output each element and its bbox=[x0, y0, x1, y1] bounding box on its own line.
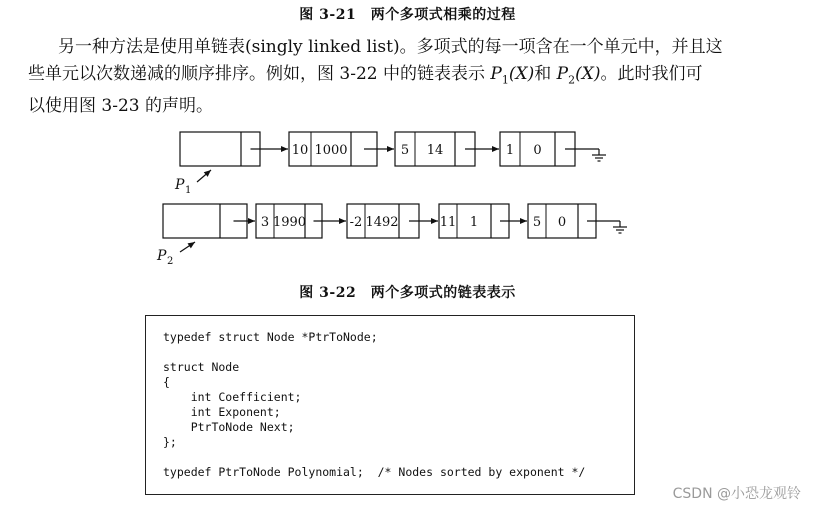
list-label-subscript: 1 bbox=[185, 185, 192, 196]
p1-symbol: P bbox=[490, 64, 502, 84]
code-line: struct Node bbox=[163, 360, 240, 374]
node-exponent: 0 bbox=[533, 143, 542, 158]
figure-caption-3-21: 图 3-21 两个多项式相乘的过程 bbox=[299, 7, 516, 23]
node-coefficient: 11 bbox=[439, 215, 457, 230]
node-coefficient: 5 bbox=[400, 143, 410, 158]
list-label: P bbox=[157, 248, 167, 264]
code-line: typedef struct Node *PtrToNode; bbox=[163, 330, 378, 344]
code-line: }; bbox=[163, 435, 177, 449]
header-node bbox=[180, 132, 260, 166]
paragraph-line-2-post: 。此时我们可 bbox=[600, 64, 703, 84]
node-coefficient: 5 bbox=[532, 215, 542, 230]
node-exponent: 1492 bbox=[365, 215, 399, 230]
code-line: int Exponent; bbox=[163, 405, 281, 419]
linked-list-diagram bbox=[0, 120, 815, 280]
paragraph-line-2-pre: 些单元以次数递减的顺序排序。例如，图 3-22 中的链表表示 bbox=[28, 64, 491, 84]
node-exponent: 0 bbox=[557, 215, 567, 230]
code-line: typedef PtrToNode Polynomial; /* Nodes sorted by exponent */ bbox=[163, 465, 586, 479]
node-coefficient: 1 bbox=[505, 143, 515, 158]
p2-argument: (X) bbox=[575, 64, 601, 84]
list-label-subscript: 2 bbox=[167, 256, 174, 267]
list-p1 bbox=[174, 132, 606, 196]
figure-caption-3-22: 图 3-22 两个多项式的链表表示 bbox=[299, 285, 516, 301]
paragraph-line-2-mid: 和 bbox=[534, 64, 557, 84]
node-exponent: 14 bbox=[426, 143, 444, 158]
paragraph-line-1: 另一种方法是使用单链表(singly linked list)。多项式的每一项含在一个单元中，并且这 bbox=[58, 37, 723, 57]
node-exponent: 1990 bbox=[272, 215, 307, 230]
p1-argument: (X) bbox=[508, 64, 535, 84]
p1-subscript: 1 bbox=[501, 73, 509, 87]
code-line: { bbox=[163, 375, 170, 389]
code-line: int Coefficient; bbox=[163, 390, 302, 404]
code-line: PtrToNode Next; bbox=[163, 420, 295, 434]
csdn-watermark: CSDN @小恐龙观铃 bbox=[672, 486, 801, 502]
node-coefficient: 3 bbox=[260, 215, 270, 230]
code-declaration-box bbox=[145, 315, 635, 495]
p2-symbol: P bbox=[556, 64, 569, 84]
node-coefficient: 10 bbox=[291, 143, 309, 158]
p2-subscript: 2 bbox=[568, 73, 576, 87]
paragraph-line-2 bbox=[28, 61, 798, 93]
code-line bbox=[163, 450, 634, 465]
node-exponent: 1 bbox=[469, 215, 479, 230]
body-paragraph bbox=[28, 34, 798, 120]
paragraph-line-3: 以使用图 3-23 的声明。 bbox=[28, 96, 213, 117]
node-exponent: 1000 bbox=[314, 143, 348, 158]
node-coefficient: -2 bbox=[349, 215, 363, 230]
label-pointer-arrow bbox=[197, 170, 211, 182]
list-label: P bbox=[175, 177, 185, 193]
label-pointer-arrow bbox=[180, 242, 195, 252]
list-p2 bbox=[156, 204, 627, 267]
code-line bbox=[163, 345, 634, 360]
